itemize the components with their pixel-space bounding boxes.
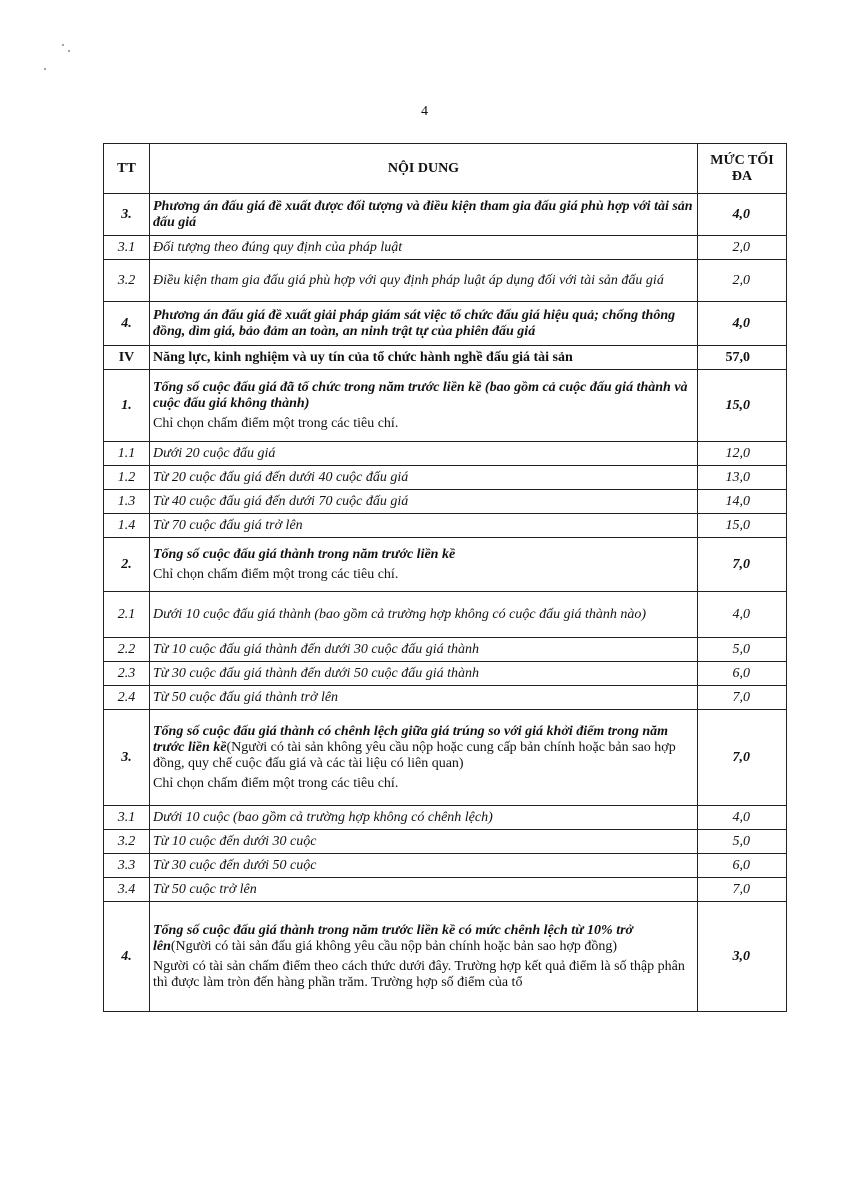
table-row: [104, 592, 787, 638]
row-score: 4,0: [698, 302, 787, 346]
row-note: Chỉ chọn chấm điểm một trong các tiêu chí.: [153, 775, 399, 791]
row-cell: [150, 902, 698, 1012]
header-max-score: MỨC TỐI ĐA: [698, 144, 787, 194]
row-number: 2.4: [104, 686, 150, 710]
row-score: 15,0: [698, 370, 787, 442]
row-number: 1.: [104, 370, 150, 442]
header-tt: TT: [104, 144, 150, 194]
row-text: Từ 70 cuộc đấu giá trở lên: [150, 514, 698, 538]
row-score: 4,0: [698, 194, 787, 236]
table-row: [104, 710, 787, 806]
row-title: Tổng số cuộc đấu giá thành trong năm trước liền kề có mức chênh lệch từ 10% trở lên: [153, 922, 634, 954]
row-text: Từ 40 cuộc đấu giá đến dưới 70 cuộc đấu giá: [150, 490, 698, 514]
table-row: [104, 878, 787, 902]
page-number: 4: [421, 104, 428, 119]
row-note: Chỉ chọn chấm điểm một trong các tiêu chí.: [153, 415, 399, 431]
row-number: 4.: [104, 902, 150, 1012]
row-text: Dưới 10 cuộc đấu giá thành (bao gồm cả trường hợp không có cuộc đấu giá thành nào): [150, 592, 698, 638]
row-title: Phương án đấu giá đề xuất giải pháp giám sát việc tổ chức đấu giá hiệu quả; chống thông đồng, dìm giá, bảo đảm an toàn, an ninh trật tự của phiên đấu giá: [150, 302, 698, 346]
table-row: [104, 686, 787, 710]
row-number: 3.1: [104, 806, 150, 830]
row-cell: [150, 370, 698, 442]
row-number: 3.4: [104, 878, 150, 902]
row-text: Từ 20 cuộc đấu giá đến dưới 40 cuộc đấu giá: [150, 466, 698, 490]
table-row: [104, 346, 787, 370]
table-row: [104, 662, 787, 686]
row-number: 1.4: [104, 514, 150, 538]
row-title: Tổng số cuộc đấu giá đã tổ chức trong năm trước liền kề (bao gồm cả cuộc đấu giá thành và cuộc đấu giá không thành): [153, 379, 688, 411]
row-text: Từ 10 cuộc đến dưới 30 cuộc: [150, 830, 698, 854]
row-number: 3.2: [104, 260, 150, 302]
row-text: Từ 30 cuộc đến dưới 50 cuộc: [150, 854, 698, 878]
row-number: 2.3: [104, 662, 150, 686]
table-row: [104, 490, 787, 514]
row-score: 2,0: [698, 236, 787, 260]
table-row: [104, 854, 787, 878]
table-row: [104, 806, 787, 830]
row-score: 4,0: [698, 806, 787, 830]
table-row: [104, 370, 787, 442]
row-cell: [150, 538, 698, 592]
table-row: [104, 466, 787, 490]
row-score: 57,0: [698, 346, 787, 370]
row-score: 5,0: [698, 638, 787, 662]
row-cell: [150, 710, 698, 806]
row-score: 2,0: [698, 260, 787, 302]
row-text: Điều kiện tham gia đấu giá phù hợp với quy định pháp luật áp dụng đối với tài sản đấu giá: [150, 260, 698, 302]
row-score: 7,0: [698, 538, 787, 592]
row-number: 2.: [104, 538, 150, 592]
header-content: NỘI DUNG: [150, 144, 698, 194]
row-score: 13,0: [698, 466, 787, 490]
row-text: Từ 50 cuộc đấu giá thành trở lên: [150, 686, 698, 710]
row-score: 4,0: [698, 592, 787, 638]
row-number: 3.: [104, 710, 150, 806]
row-score: 7,0: [698, 878, 787, 902]
table-header-row: [104, 144, 787, 194]
row-text: Dưới 20 cuộc đấu giá: [150, 442, 698, 466]
row-title-rest: (Người có tài sản không yêu cầu nộp hoặc cung cấp bản chính hoặc bản sao hợp đồng, quy chế cuộc đấu giá và các tài liệu có liên quan): [153, 739, 676, 771]
row-text: Đối tượng theo đúng quy định của pháp luật: [150, 236, 698, 260]
row-text: Dưới 10 cuộc (bao gồm cả trường hợp không có chênh lệch): [150, 806, 698, 830]
row-number: 3.3: [104, 854, 150, 878]
row-score: 7,0: [698, 686, 787, 710]
row-number: 3.: [104, 194, 150, 236]
row-score: 3,0: [698, 902, 787, 1012]
table-row: [104, 514, 787, 538]
row-number: 2.1: [104, 592, 150, 638]
row-score: 6,0: [698, 662, 787, 686]
table-row: [104, 442, 787, 466]
table-row: [104, 194, 787, 236]
table-row: [104, 830, 787, 854]
row-score: 12,0: [698, 442, 787, 466]
table-row: [104, 260, 787, 302]
row-title: Tổng số cuộc đấu giá thành có chênh lệch giữa giá trúng so với giá khởi điểm trong năm trước liền kề: [153, 723, 669, 755]
table-row: [104, 236, 787, 260]
row-score: 15,0: [698, 514, 787, 538]
table-row: [104, 538, 787, 592]
row-note: Người có tài sản chấm điểm theo cách thức dưới đây. Trường hợp kết quả điểm là số thập phân thì được làm tròn đến hàng phần trăm. Trường hợp số điểm của tổ: [153, 958, 685, 990]
table-row: [104, 302, 787, 346]
row-number: IV: [104, 346, 150, 370]
row-title: Năng lực, kinh nghiệm và uy tín của tổ chức hành nghề đấu giá tài sản: [150, 346, 698, 370]
row-number: 1.2: [104, 466, 150, 490]
row-text: Từ 30 cuộc đấu giá thành đến dưới 50 cuộc đấu giá thành: [150, 662, 698, 686]
row-number: 1.3: [104, 490, 150, 514]
row-number: 4.: [104, 302, 150, 346]
row-number: 2.2: [104, 638, 150, 662]
row-number: 3.2: [104, 830, 150, 854]
scoring-table: [103, 143, 787, 1012]
row-score: 5,0: [698, 830, 787, 854]
row-score: 7,0: [698, 710, 787, 806]
row-title: Tổng số cuộc đấu giá thành trong năm trước liền kề: [153, 546, 456, 562]
table-row: [104, 902, 787, 1012]
row-number: 1.1: [104, 442, 150, 466]
row-number: 3.1: [104, 236, 150, 260]
row-note: Chỉ chọn chấm điểm một trong các tiêu chí.: [153, 566, 399, 582]
row-text: Từ 10 cuộc đấu giá thành đến dưới 30 cuộc đấu giá thành: [150, 638, 698, 662]
table-row: [104, 638, 787, 662]
row-title-rest: (Người có tài sản đấu giá không yêu cầu nộp bản chính hoặc bản sao hợp đồng): [170, 938, 618, 954]
row-title: Phương án đấu giá đề xuất được đối tượng và điều kiện tham gia đấu giá phù hợp với tài sản đấu giá: [150, 194, 698, 236]
row-text: Từ 50 cuộc trở lên: [150, 878, 698, 902]
row-score: 6,0: [698, 854, 787, 878]
row-score: 14,0: [698, 490, 787, 514]
